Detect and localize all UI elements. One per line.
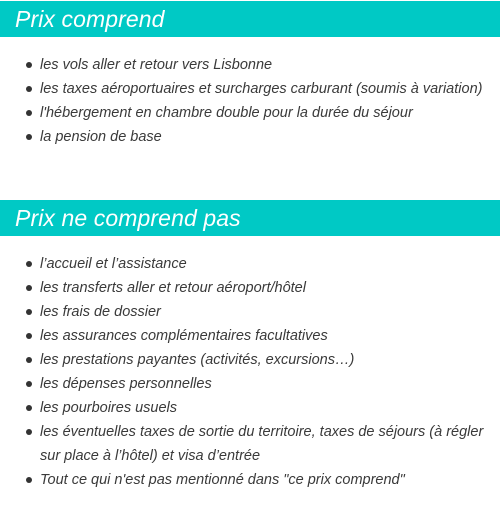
includes-section-title: Prix comprend (0, 1, 500, 37)
list-item: les taxes aéroportuaires et surcharges carburant (soumis à variation) (0, 77, 500, 101)
list-item: les éventuelles taxes de sortie du territoire, taxes de séjours (à régler sur place à l’hôtel) et visa d’entrée (0, 420, 500, 468)
list-item: Tout ce qui n'est pas mentionné dans "ce prix comprend" (0, 468, 500, 492)
list-item: les vols aller et retour vers Lisbonne (0, 53, 500, 77)
list-item: l'hébergement en chambre double pour la durée du séjour (0, 101, 500, 125)
excludes-list (0, 252, 500, 492)
list-item: les assurances complémentaires facultatives (0, 324, 500, 348)
list-item: les transferts aller et retour aéroport/hôtel (0, 276, 500, 300)
list-item: les prestations payantes (activités, excursions…) (0, 348, 500, 372)
list-item: les frais de dossier (0, 300, 500, 324)
list-item: les pourboires usuels (0, 396, 500, 420)
list-item: la pension de base (0, 125, 500, 149)
excludes-section-title: Prix ne comprend pas (0, 200, 500, 236)
includes-list (0, 53, 500, 149)
list-item: l’accueil et l’assistance (0, 252, 500, 276)
list-item: les dépenses personnelles (0, 372, 500, 396)
